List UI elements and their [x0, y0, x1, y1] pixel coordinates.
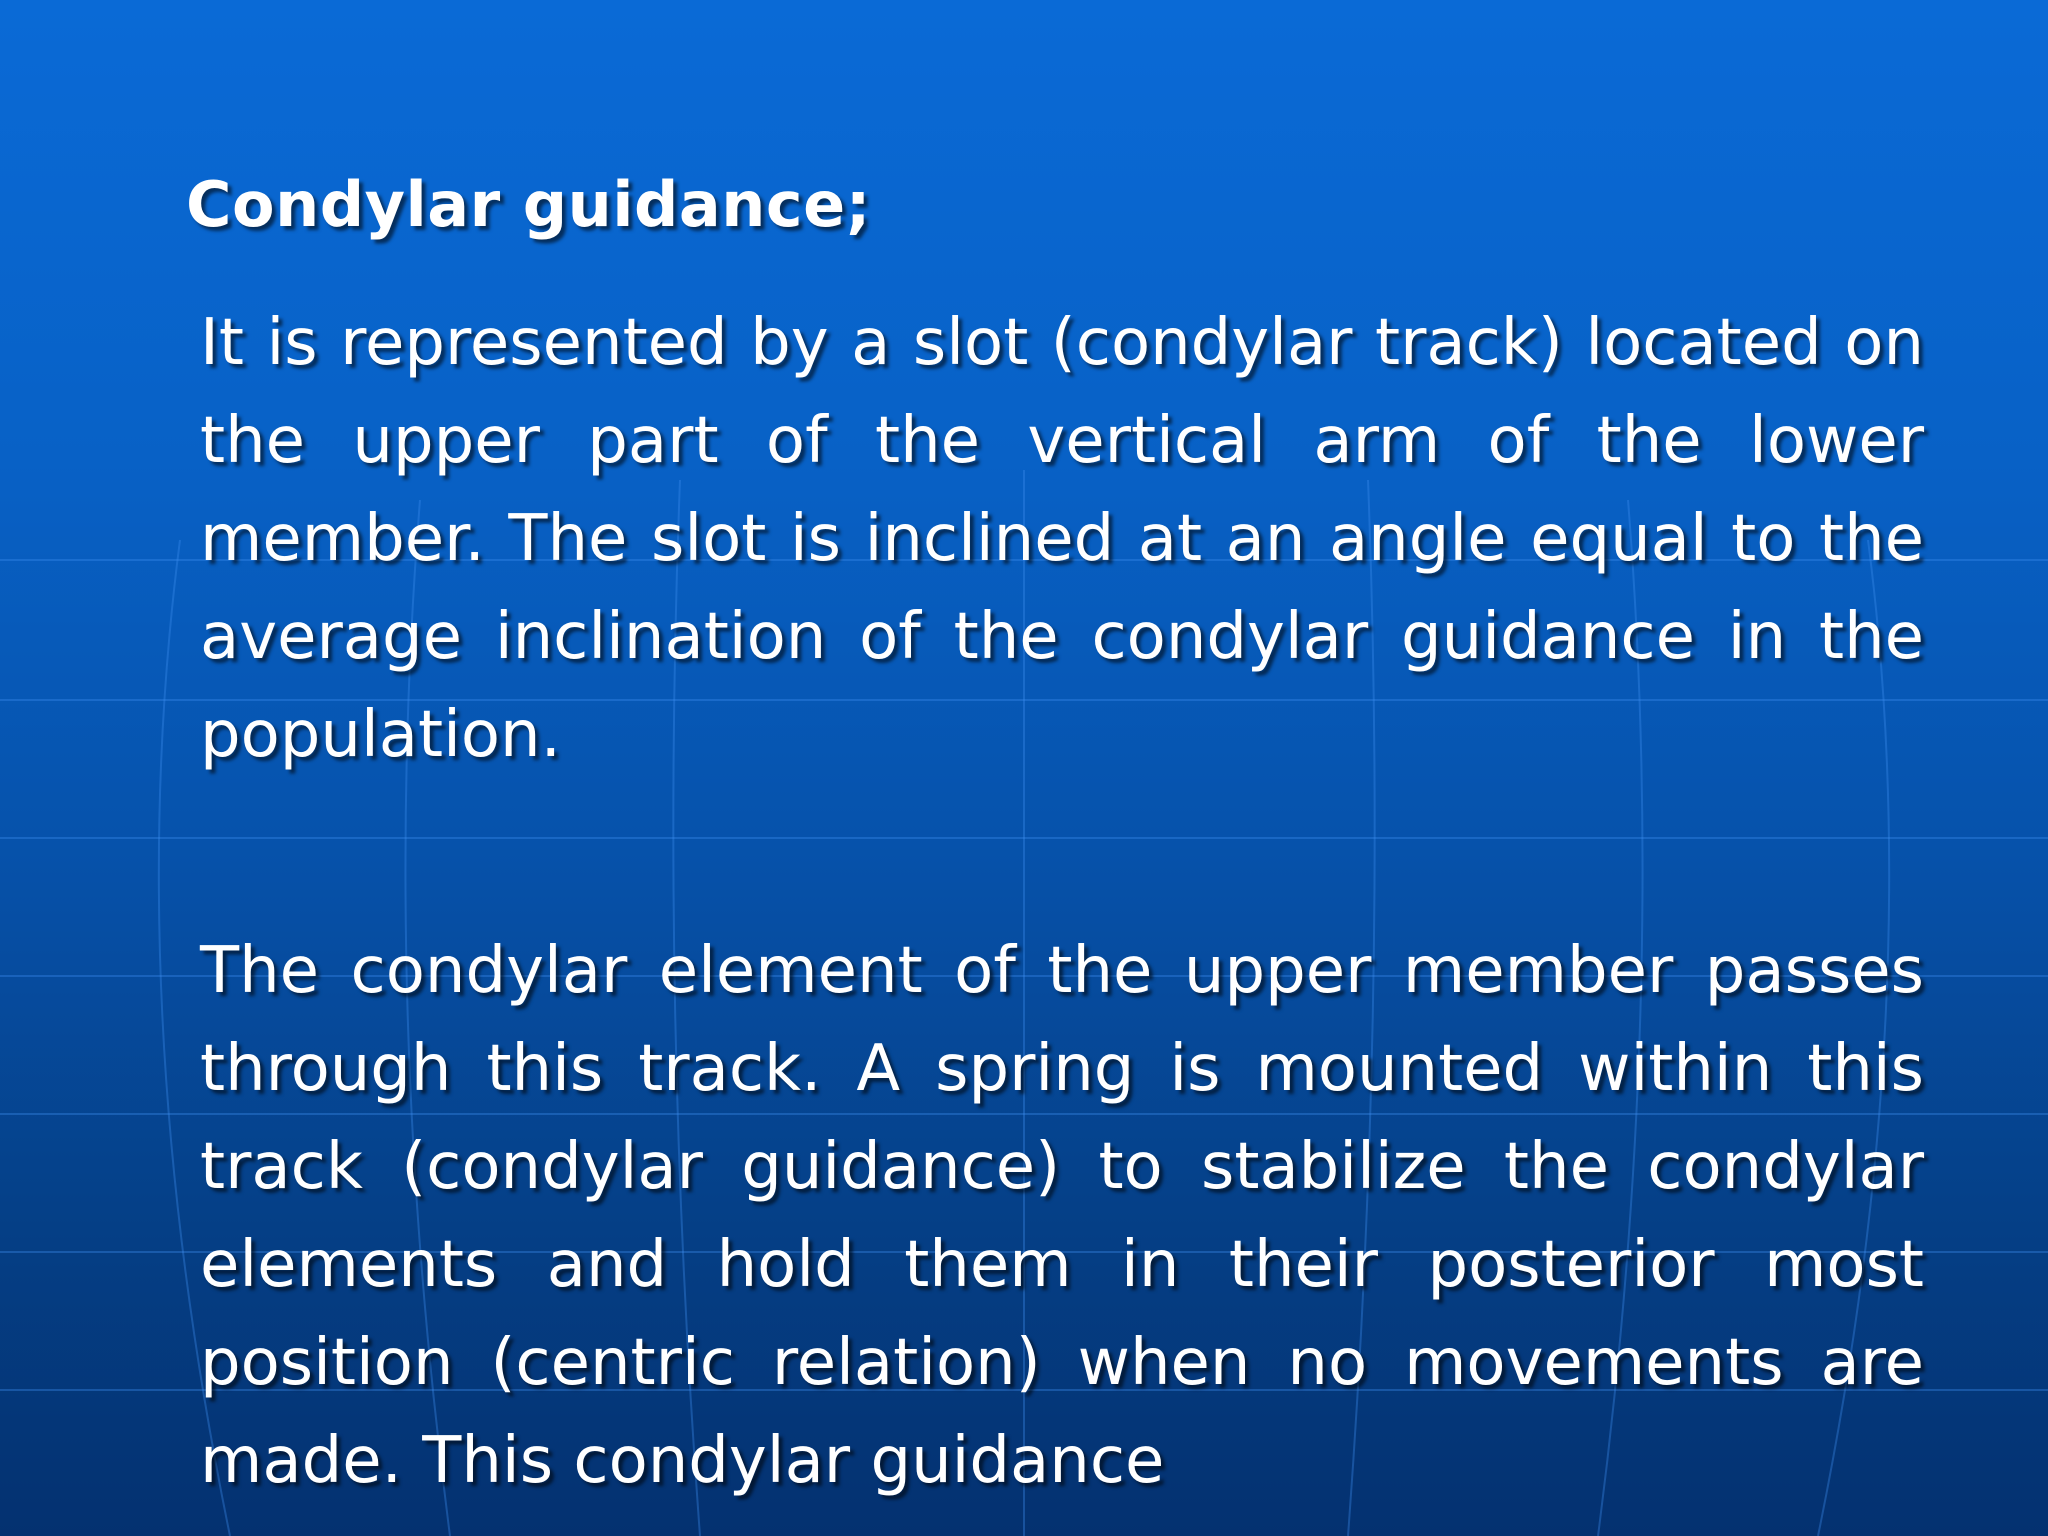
- paragraph-1: It is represented by a slot (condylar track) located on the upper part of the vertical arm of the lower member. The slot is inclined at an angle equal to the average inclination of the condylar guidance in the population.: [200, 306, 1924, 772]
- paragraph-2: The condylar element of the upper member passes through this track. A spring is mounted within this track (condylar guidance) to stabilize the condylar elements and hold them in their posterior most position (centric relation) when no movements are made. This condylar guidance: [200, 934, 1924, 1498]
- slide-title: Condylar guidance;: [186, 168, 872, 241]
